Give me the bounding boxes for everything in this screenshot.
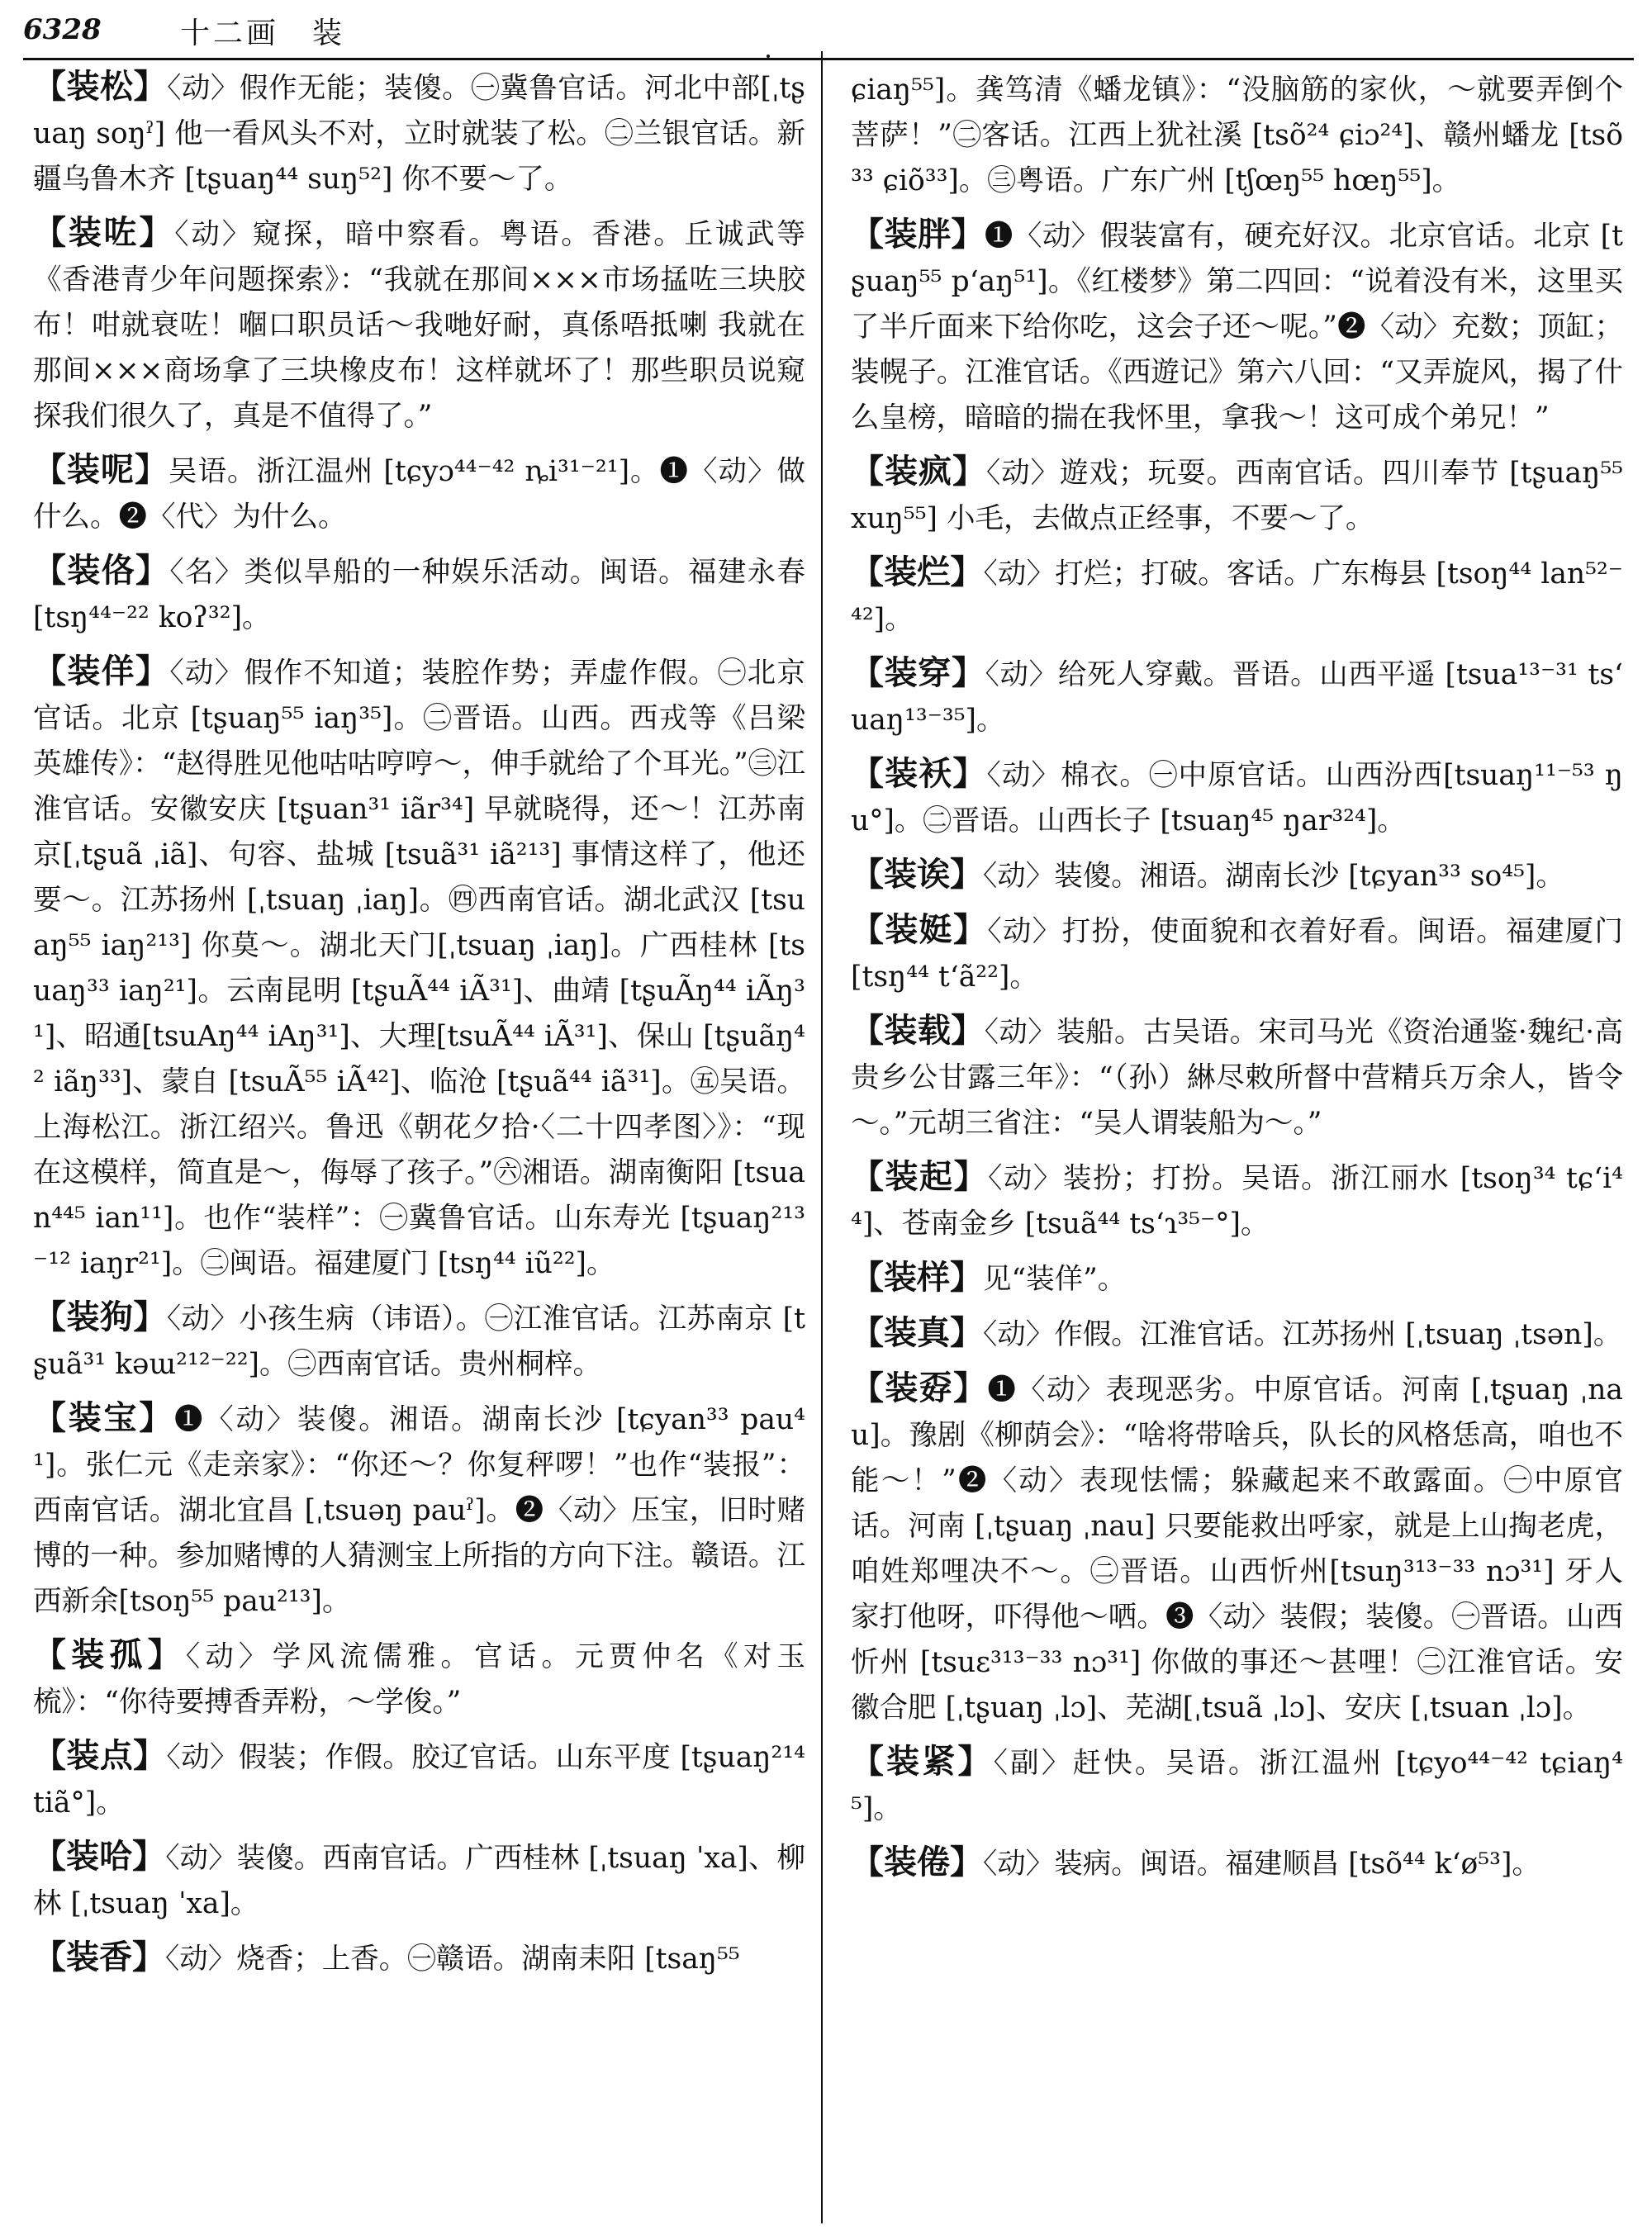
header-dot — [767, 55, 770, 58]
entry-definition: 〈动〉小孩生病（讳语）。㊀江淮官话。江苏南京 [tʂuã³¹ kəɯ²¹²⁻²²]。㊁西南官话。贵州桐梓。 — [33, 1302, 805, 1381]
entry — [851, 1255, 1623, 1302]
entry-definition: 吴语。浙江温州 [tɕyɔ⁴⁴⁻⁴² ȵi³¹⁻²¹]。❶〈动〉做什么。❷〈代〉为什么。 — [33, 455, 805, 534]
entry-headword: 【装香】 — [33, 1938, 165, 1976]
entry-definition: 〈动〉棉衣。㊀中原官话。山西汾西[tsuaŋ¹¹⁻⁵³ ŋu°]。㊁晋语。山西长子 [tsuaŋ⁴⁵ ŋar³²⁴]。 — [851, 759, 1623, 837]
entry — [851, 1311, 1623, 1358]
entry-headword: 【装孤】 — [33, 1636, 186, 1674]
entry — [851, 550, 1623, 643]
entry — [851, 1155, 1623, 1247]
entry — [851, 908, 1623, 1000]
entry-headword: 【装载】 — [851, 1012, 985, 1050]
entry — [851, 852, 1623, 899]
entry — [33, 1396, 805, 1625]
page-header — [23, 8, 1634, 60]
entry-definition: 〈动〉装船。古吴语。宋司马光《资治通鉴·魏纪·高贵乡公甘露三年》：“（孙）綝尽敕所督中营精兵万余人，皆令～。”元胡三省注：“吴人谓装船为～。” — [851, 1016, 1623, 1140]
entry-headword: 【装佯】 — [33, 652, 170, 690]
entry-headword: 【装疯】 — [851, 453, 986, 491]
section-title: 十二画 装 — [180, 17, 346, 50]
entry-definition: 〈动〉假作无能；装傻。㊀冀鲁官话。河北中部[ˌtʂuaŋ soŋˀ] 他一看风头不对，立时就装了松。㊁兰银官话。新疆乌鲁木齐 [tʂuaŋ⁴⁴ suŋ⁵²] 你不要～了。 — [33, 72, 805, 196]
entry-definition: 〈动〉打扮，使面貌和衣着好看。闽语。福建厦门 [tsŋ⁴⁴ tʻã²²]。 — [851, 915, 1623, 994]
entry-definition: 〈动〉装傻。湘语。湖南长沙 [tɕyan³³ so⁴⁵]。 — [983, 860, 1564, 893]
entry — [33, 211, 805, 439]
entry-definition: ❶〈动〉装傻。湘语。湖南长沙 [tɕyan³³ pau⁴¹]。张仁元《走亲家》：“你还～？你复秤啰！”也作“装报”：西南官话。湖北宜昌 [ˌtsuəŋ pauˀ]。❷〈动〉压宝，旧时赌博的一种。参加赌博的人猜测宝上所指的方向下注。赣语。江西新余[tsoŋ⁵⁵ pau²¹³]。 — [33, 1403, 805, 1618]
entry — [33, 1935, 805, 1982]
entry-continuation — [851, 66, 1623, 204]
entry-headword: 【装烂】 — [851, 553, 984, 591]
entry-headword: 【装胖】 — [851, 216, 985, 254]
entry-definition: 见“装佯”。 — [983, 1263, 1127, 1296]
entry-headword: 【装点】 — [33, 1737, 167, 1775]
entry-headword: 【装孬】 — [851, 1369, 988, 1407]
entry — [851, 651, 1623, 743]
entry-headword: 【装松】 — [33, 68, 168, 106]
entry — [851, 752, 1623, 844]
entry-definition: 〈动〉打烂；打破。客话。广东梅县 [tsoŋ⁴⁴ lan⁵²⁻⁴²]。 — [851, 558, 1623, 636]
entry — [851, 1739, 1623, 1832]
entry — [851, 212, 1623, 441]
entry-headword: 【装倦】 — [851, 1843, 983, 1881]
entry-headword: 【装宝】 — [33, 1399, 174, 1437]
entry-definition: 〈名〉类似旱船的一种娱乐活动。闽语。福建永春 [tsŋ⁴⁴⁻²² koʔ³²]。 — [33, 556, 805, 634]
entry — [33, 1734, 805, 1826]
entry-headword: 【装真】 — [851, 1314, 983, 1352]
entry — [33, 64, 805, 202]
entry-headword: 【装呢】 — [33, 451, 169, 489]
entry-definition: 〈动〉假装；作假。胶辽官话。山东平度 [tʂuaŋ²¹⁴ tiã°]。 — [33, 1741, 805, 1820]
entry-definition: 〈动〉烧香；上香。㊀赣语。湖南耒阳 [tsaŋ⁵⁵ — [165, 1943, 740, 1976]
entry — [851, 449, 1623, 542]
left-column — [33, 64, 805, 2220]
entry-headword: 【装咗】 — [33, 214, 175, 252]
entry — [851, 1840, 1623, 1887]
entry-headword: 【装样】 — [851, 1259, 983, 1297]
entry-definition: 〈动〉学风流儒雅。官话。元贾仲名《对玉梳》：“你待要搏香弄粉，～学俊。” — [33, 1640, 805, 1719]
entry — [851, 1008, 1623, 1146]
entry — [851, 1366, 1623, 1731]
entry-definition: 〈动〉给死人穿戴。晋语。山西平遥 [tsua¹³⁻³¹ tsʻuaŋ¹³⁻³⁵]。 — [851, 658, 1623, 737]
entry — [33, 1633, 805, 1725]
entry-definition: 〈动〉遊戏；玩耍。西南官话。四川奉节 [tʂuaŋ⁵⁵ xuŋ⁵⁵] 小毛，去做点正经事，不要～了。 — [851, 457, 1623, 535]
entry-definition: 〈动〉装扮；打扮。吴语。浙江丽水 [tsoŋ³⁴ tɕʻi⁴⁴]、苍南金乡 [tsuã⁴⁴ tsʻɿ³⁵⁻°]。 — [851, 1162, 1623, 1241]
entry-headword: 【装诶】 — [851, 856, 983, 894]
entry-headword: 【装紧】 — [851, 1743, 994, 1781]
entry-headword: 【装娗】 — [851, 911, 988, 949]
entry-definition: 〈副〉赶快。吴语。浙江温州 [tɕyo⁴⁴⁻⁴² tɕiaŋ⁴⁵]。 — [851, 1747, 1623, 1825]
right-column — [851, 66, 1623, 2222]
entry — [33, 1834, 805, 1927]
entry-definition: 〈动〉假作不知道；装腔作势；弄虚作假。㊀北京官话。北京 [tʂuaŋ⁵⁵ iaŋ³⁵]。㊁晋语。山西。西戎等《吕梁英雄传》：“赵得胜见他咕咕哼哼～，伸手就给了个耳光。”㊂江淮官话。安徽安庆 [tʂuan³¹ iãr³⁴] 早就晓得，还～！江苏南京[ˌtʂuã ˌiã]、句容、盐城 [tsuã³¹ iã²¹³] 事情这样了，他还要～。江苏扬州 [ˌtsuaŋ ˌiaŋ]。㊃西南官话。湖北武汉 [tsuaŋ⁵⁵ iaŋ²¹³] 你莫～。湖北天门[ˌtsuaŋ ˌiaŋ]。广西桂林 [tsuaŋ³³ iaŋ²¹]。云南昆明 [tʂuÃ⁴⁴ iÃ³¹]、曲靖 [tʂuÃŋ⁴⁴ iÃŋ³¹]、昭通[tsuAŋ⁴⁴ iAŋ³¹]、大理[tsuÃ⁴⁴ iÃ³¹]、保山 [tʂuãŋ⁴² iãŋ³³]、蒙自 [tsuÃ⁵⁵ iÃ⁴²]、临沧 [tʂuã⁴⁴ iã³¹]。㊄吴语。上海松江。浙江绍兴。鲁迅《朝花夕拾·〈二十四孝图〉》：“现在这模样，简直是～，侮辱了孩子。”㊅湘语。湖南衡阳 [tsuan⁴⁴⁵ ian¹¹]。也作“装样”：㊀冀鲁官话。山东寿光 [tʂuaŋ²¹³⁻¹² iaŋr²¹]。㊁闽语。福建厦门 [tsŋ⁴⁴ iũ²²]。 — [33, 657, 805, 1280]
entry-headword: 【装起】 — [851, 1158, 989, 1196]
entry-definition: ❶〈动〉假装富有，硬充好汉。北京官话。北京 [tʂuaŋ⁵⁵ pʻaŋ⁵¹]。《红楼梦》第二四回：“说着没有米，这里买了半斤面来下给你吃，这会子还～呢。”❷〈动〉充数；顶缸；装幌子。江淮官话。《西遊记》第六八回：“又弄旋风，揭了什么皇榜，暗暗的揣在我怀里，拿我～！这可成个弟兄！” — [851, 220, 1623, 434]
entry-definition: 〈动〉装傻。西南官话。广西桂林 [ˌtsuaŋ ˈxa]、柳林 [ˌtsuaŋ ˈxa]。 — [33, 1842, 805, 1920]
page-number: 6328 — [23, 13, 102, 46]
entry-headword: 【装佫】 — [33, 552, 170, 590]
entry — [33, 448, 805, 540]
entry-headword: 【装穿】 — [851, 654, 985, 692]
entry-headword: 【装哈】 — [33, 1838, 166, 1876]
entry-definition: 〈动〉作假。江淮官话。江苏扬州 [ˌtsuaŋ ˌtsən]。 — [983, 1318, 1622, 1351]
entry — [33, 1295, 805, 1388]
entry-definition: 〈动〉窥探，暗中察看。粤语。香港。丘诚武等《香港青少年问题探索》：“我就在那间×××市场掹咗三块胶布！咁就衰咗！嗰口职员话～我哋好耐，真係唔抵喇 我就在那间×××商场拿了三块橡皮布！这样就坏了！那些职员说窥探我们很久了，真是不值得了。” — [33, 218, 805, 433]
entry-headword: 【装袄】 — [851, 755, 987, 793]
entry — [33, 548, 805, 641]
entry-definition: ɕiaŋ⁵⁵]。龚笃清《蟠龙镇》：“没脑筋的家伙，～就要弄倒个菩萨！”㊁客话。江西上犹社溪 [tsõ²⁴ ɕiɔ²⁴]、赣州蟠龙 [tsõ³³ ɕiõ³³]。㊂粤语。广东广州 [tʃœŋ⁵⁵ hœŋ⁵⁵]。 — [851, 74, 1623, 197]
entry-headword: 【装狗】 — [33, 1298, 167, 1336]
entry-definition: ❶〈动〉表现恶劣。中原官话。河南 [ˌtʂuaŋ ˌnau]。豫剧《柳荫会》：“啥将带啥兵，队长的风格恁高，咱也不能～！”❷〈动〉表现怯懦；躲藏起来不敢露面。㊀中原官话。河南 [ˌtʂuaŋ ˌnau] 只要能救出呼家，就是上山掏老虎，咱姓郑哩决不～。㊁晋语。山西忻州[tsuŋ³¹³⁻³³ nɔ³¹] 牙人家打他呀，吓得他～哂。❸〈动〉装假；装傻。㊀晋语。山西忻州 [tsuɛ³¹³⁻³³ nɔ³¹] 你做的事还～甚哩！㊁江淮官话。安徽合肥 [ˌtʂuaŋ ˌlɔ]、芜湖[ˌtsuã ˌlɔ]、安庆 [ˌtsuan ˌlɔ]。 — [851, 1374, 1623, 1725]
column-divider — [821, 51, 823, 2223]
entry-definition: 〈动〉装病。闽语。福建顺昌 [tsõ⁴⁴ kʻø⁵³]。 — [983, 1848, 1540, 1881]
entry — [33, 649, 805, 1287]
